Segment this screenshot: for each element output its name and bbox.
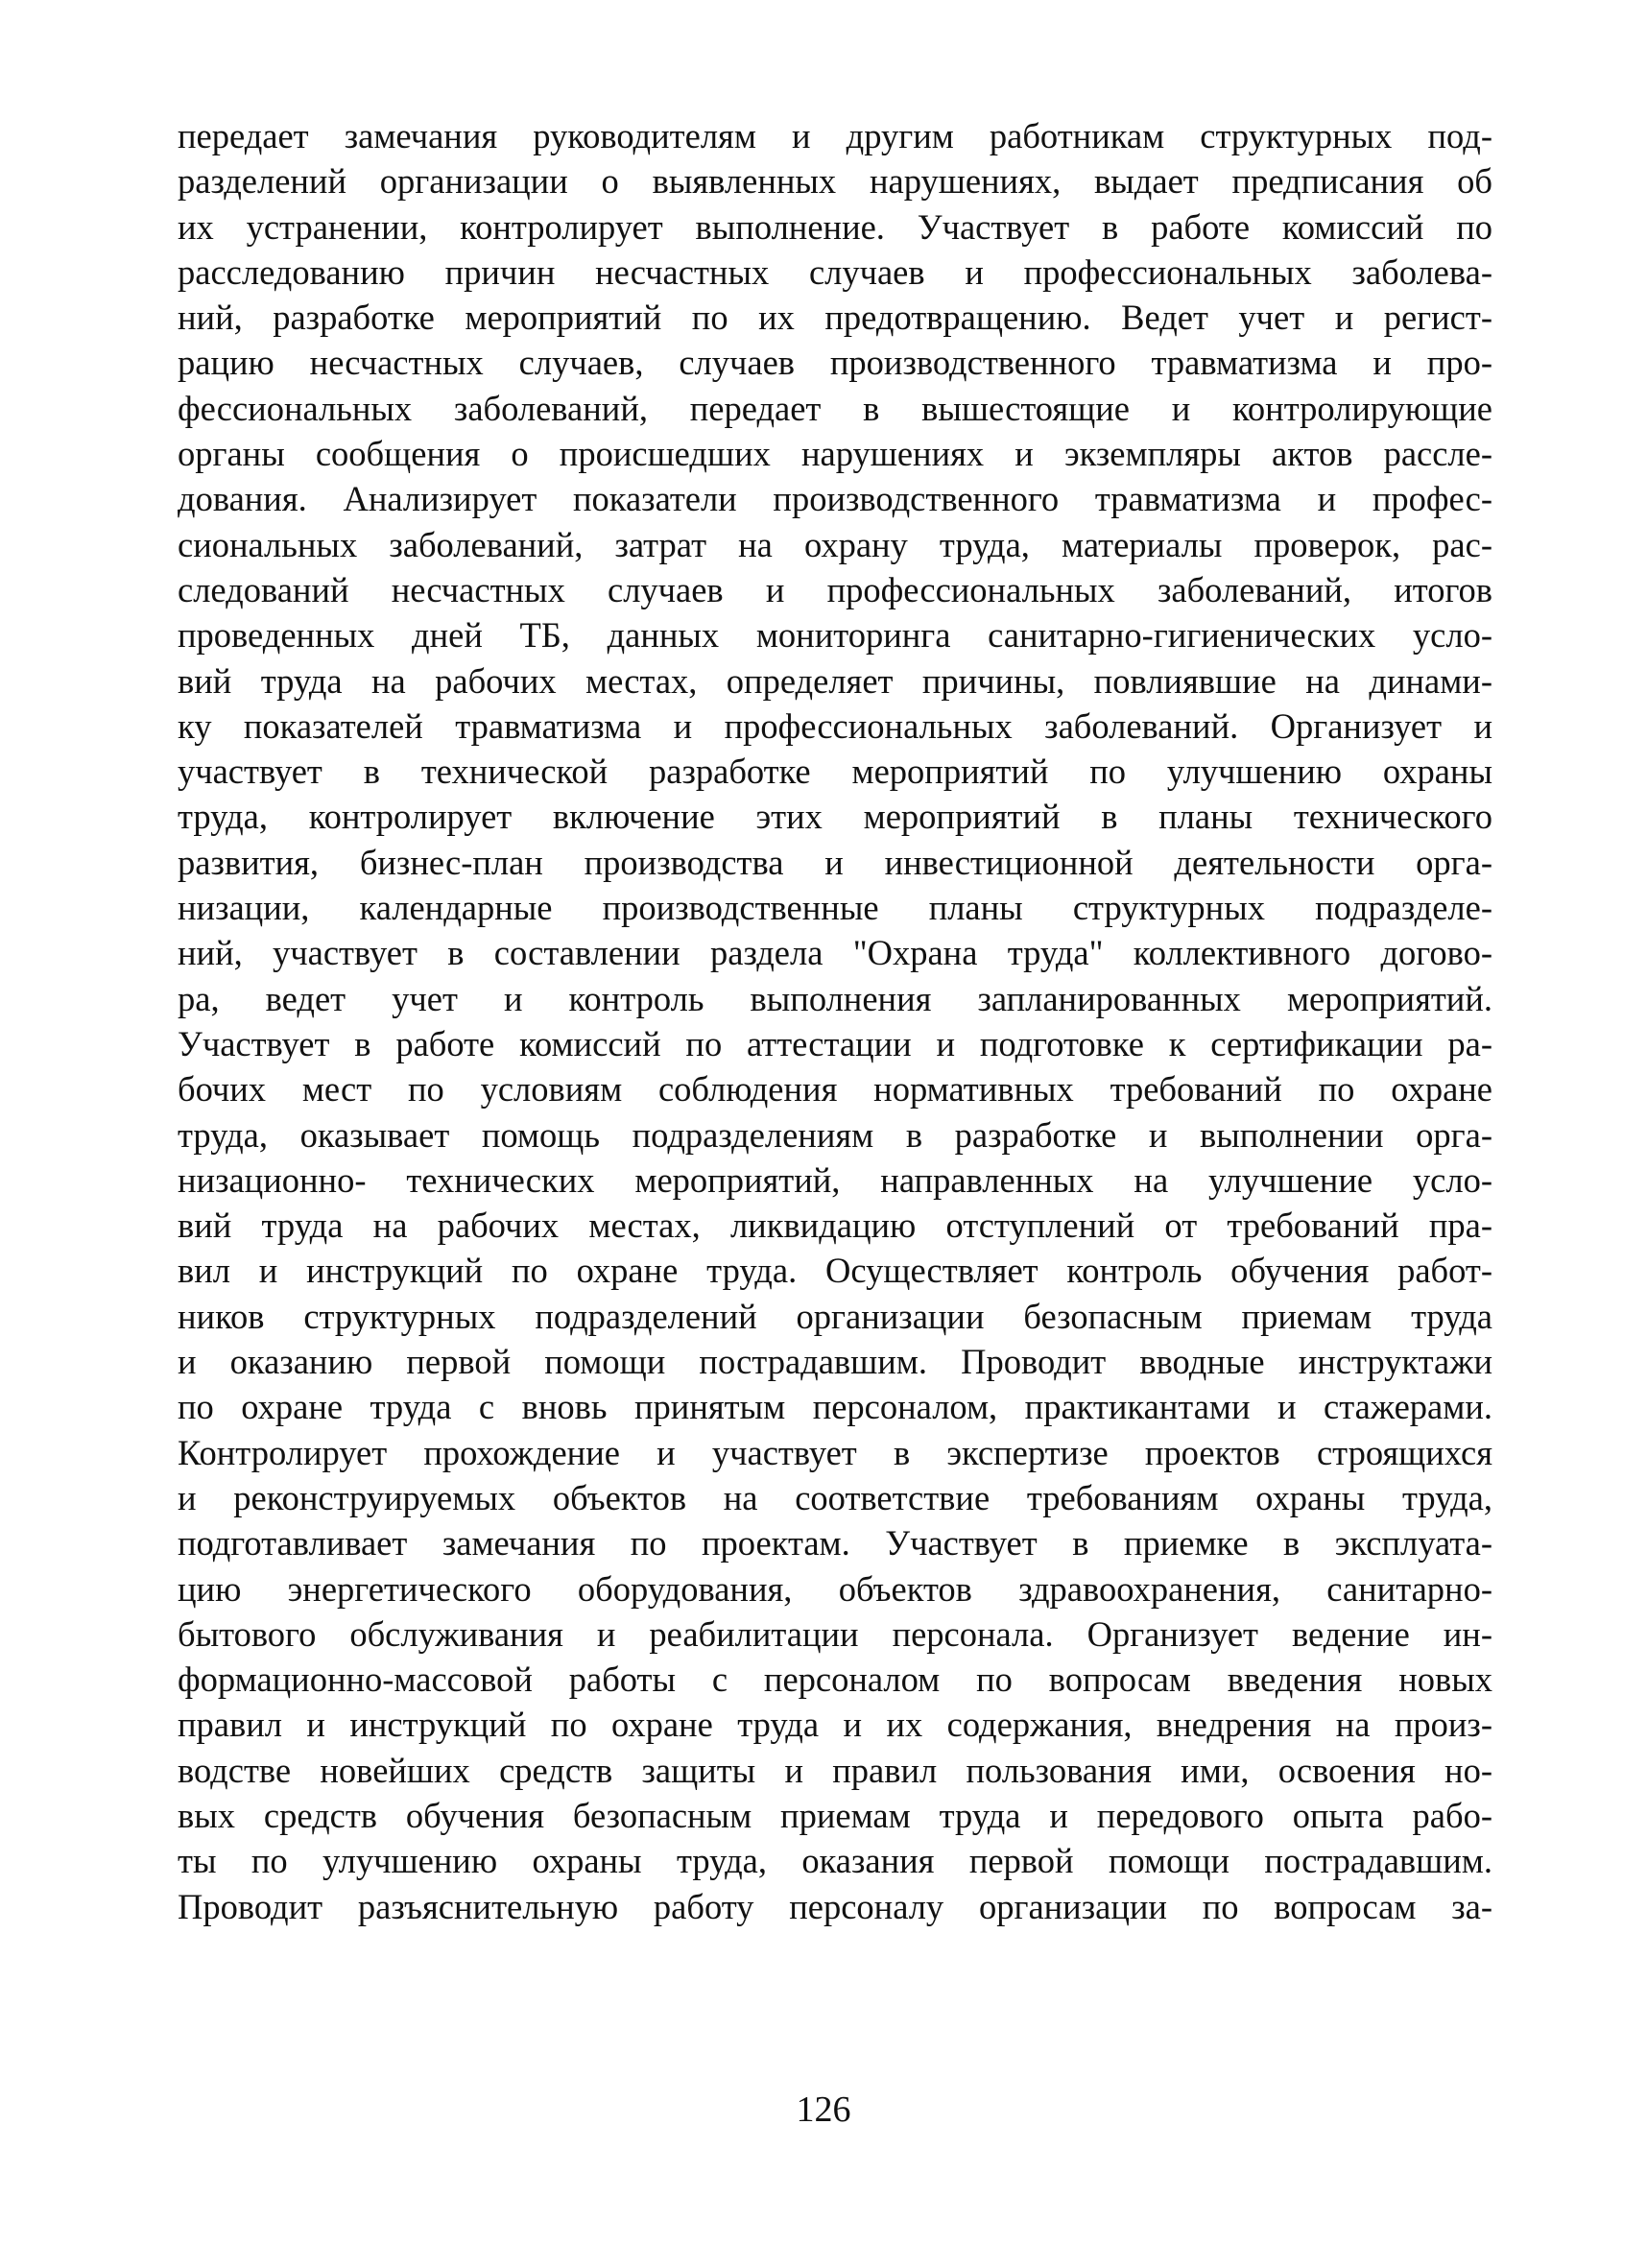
text-line: вых средств обучения безопасным приемам труда и передового опыта рабо- bbox=[178, 1795, 1492, 1835]
text-line: ний, разработке мероприятий по их предотвращению. Ведет учет и регист- bbox=[178, 298, 1492, 338]
text-line: развития, бизнес-план производства и инвестиционной деятельности орга- bbox=[178, 842, 1492, 882]
text-line: дования. Анализирует показатели производственного травматизма и профес- bbox=[178, 479, 1492, 519]
text-line: их устранении, контролирует выполнение. Участвует в работе комиссий по bbox=[178, 206, 1492, 247]
text-line: передает замечания руководителям и другим работникам структурных под- bbox=[178, 116, 1492, 155]
text-line: и реконструируемых объектов на соответствие требованиям охраны труда, bbox=[178, 1477, 1492, 1517]
text-line: фессиональных заболеваний, передает в вышестоящие и контролирующие bbox=[178, 388, 1492, 428]
text-line: низации, календарные производственные планы структурных подразделе- bbox=[178, 888, 1492, 928]
text-line: Контролирует прохождение и участвует в экспертизе проектов строящихся bbox=[178, 1432, 1492, 1472]
text-line: сиональных заболеваний, затрат на охрану труда, материалы проверок, рас- bbox=[178, 524, 1492, 564]
text-line: разделений организации о выявленных нарушениях, выдает предписания об bbox=[178, 161, 1492, 202]
text-line: Участвует в работе комиссий по аттестации и подготовке к сертификации ра- bbox=[178, 1023, 1492, 1063]
text-line: подготавливает замечания по проектам. Участвует в приемке в эксплуата- bbox=[178, 1523, 1492, 1564]
body-text bbox=[178, 113, 1492, 1929]
text-line: вий труда на рабочих местах, ликвидацию отступлений от требований пра- bbox=[178, 1206, 1492, 1246]
text-line: органы сообщения о происшедших нарушениях и экземпляры актов рассле- bbox=[178, 434, 1492, 474]
text-line: участвует в технической разработке мероприятий по улучшению охраны bbox=[178, 752, 1492, 792]
text-line: ты по улучшению охраны труда, оказания первой помощи пострадавшим. bbox=[178, 1841, 1492, 1881]
text-line: правил и инструкций по охране труда и их содержания, внедрения на произ- bbox=[178, 1705, 1492, 1745]
text-line: по охране труда с вновь принятым персоналом, практикантами и стажерами. bbox=[178, 1387, 1492, 1427]
text-line: Проводит разъяснительную работу персоналу организации по вопросам за- bbox=[178, 1886, 1492, 1926]
page-number: 126 bbox=[796, 2089, 851, 2130]
text-line: вил и инструкций по охране труда. Осуществляет контроль обучения работ- bbox=[178, 1251, 1492, 1291]
text-line: рацию несчастных случаев, случаев производственного травматизма и про- bbox=[178, 343, 1492, 383]
text-line: низационно- технических мероприятий, направленных на улучшение усло- bbox=[178, 1159, 1492, 1200]
text-line: цию энергетического оборудования, объектов здравоохранения, санитарно- bbox=[178, 1568, 1492, 1609]
text-line: и оказанию первой помощи пострадавшим. Проводит вводные инструктажи bbox=[178, 1342, 1492, 1382]
text-line: следований несчастных случаев и профессиональных заболеваний, итогов bbox=[178, 569, 1492, 609]
text-line: ку показателей травматизма и профессиональных заболеваний. Организует и bbox=[178, 705, 1492, 746]
text-line: расследованию причин несчастных случаев и профессиональных заболева- bbox=[178, 251, 1492, 292]
text-line: проведенных дней ТБ, данных мониторинга санитарно-гигиенических усло- bbox=[178, 615, 1492, 656]
text-line: ний, участвует в составлении раздела "Охрана труда" коллективного догово- bbox=[178, 933, 1492, 973]
text-line: труда, оказывает помощь подразделениям в разработке и выполнении орга- bbox=[178, 1114, 1492, 1155]
text-line: ников структурных подразделений организации безопасным приемам труда bbox=[178, 1296, 1492, 1336]
text-line: бочих мест по условиям соблюдения нормативных требований по охране bbox=[178, 1069, 1492, 1110]
text-line: вий труда на рабочих местах, определяет причины, повлиявшие на динами- bbox=[178, 660, 1492, 701]
text-line: водстве новейших средств защиты и правил пользования ими, освоения но- bbox=[178, 1750, 1492, 1790]
text-line: ра, ведет учет и контроль выполнения запланированных мероприятий. bbox=[178, 978, 1492, 1018]
text-line: формационно-массовой работы с персоналом по вопросам введения новых bbox=[178, 1659, 1492, 1700]
text-line: бытового обслуживания и реабилитации персонала. Организует ведение ин- bbox=[178, 1613, 1492, 1654]
text-line: труда, контролирует включение этих мероприятий в планы технического bbox=[178, 797, 1492, 837]
